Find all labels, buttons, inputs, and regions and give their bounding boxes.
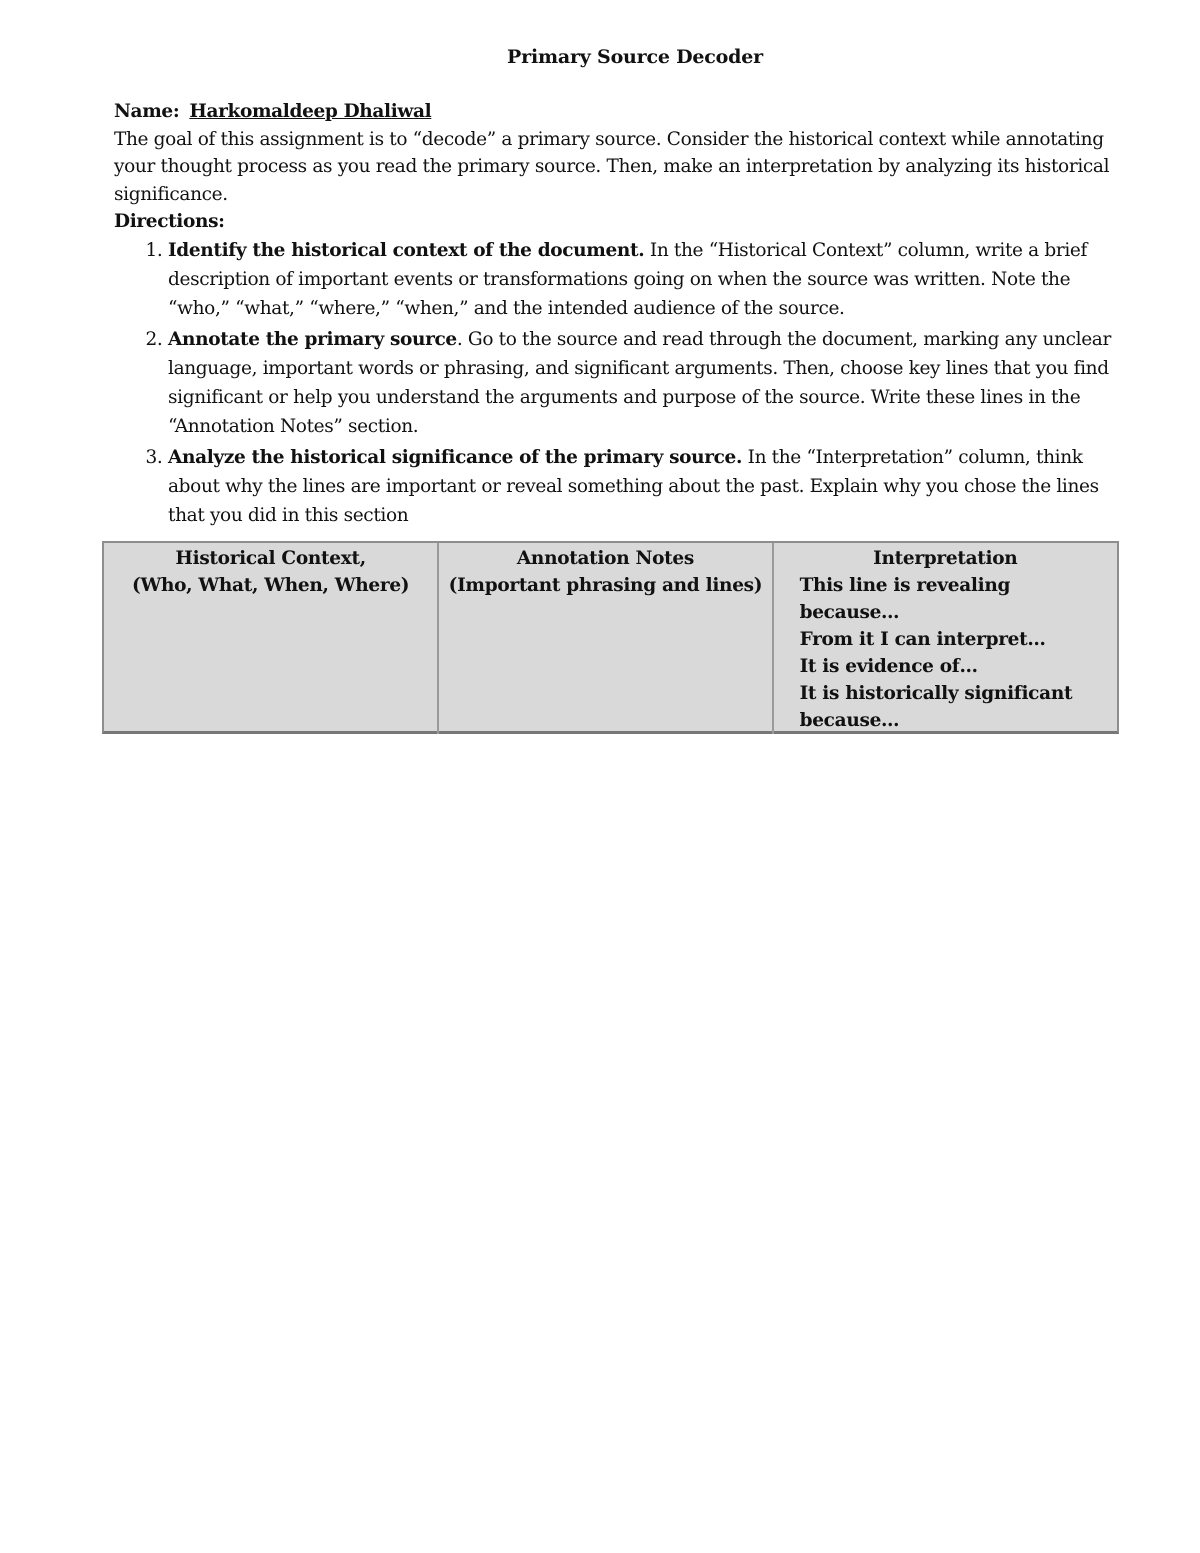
intro-paragraph: The goal of this assignment is to “decode” a primary source. Consider the historical context while annotating your thought process as you read the primary source. Then, make an interpretation by analyzing its historical significance.: [114, 128, 1110, 205]
name-line: [114, 98, 1134, 126]
directions-label: Directions:: [114, 211, 225, 232]
prompt-line: This line is revealing because…: [799, 575, 1011, 623]
prompt-line: It is evidence of…: [799, 656, 978, 677]
direction-text: In the “Historical Context” column, write a brief description of important events or transformations going on when the source was written. Note the “who,” “what,” “where,” “when,” and the intended audience of the source.: [168, 239, 1088, 319]
decoder-table-grid: [104, 543, 1117, 734]
interpretation-cell[interactable]: [773, 543, 1117, 734]
document-title: Primary Source Decoder: [507, 46, 763, 68]
historical-context-cell[interactable]: [104, 543, 438, 734]
column-subheading: (Who, What, When, Where): [132, 575, 410, 596]
prompt-line: It is historically significant because…: [799, 683, 1073, 731]
direction-text: In the “Interpretation” column, think about why the lines are important or reveal something about the past. Explain why you chose the lines that you did in this section: [168, 446, 1099, 526]
document-body: [114, 98, 1134, 532]
table-row: [104, 543, 1117, 734]
direction-lead: Identify the historical context of the document.: [168, 239, 645, 261]
column-heading: Interpretation: [873, 548, 1018, 569]
direction-item: [168, 443, 1134, 530]
interpretation-prompts: [782, 572, 1109, 734]
direction-lead: Annotate the primary source: [168, 328, 457, 350]
direction-item: [168, 236, 1134, 323]
prompt-line: From it I can interpret…: [799, 629, 1046, 650]
direction-item: [168, 325, 1134, 441]
direction-lead: Analyze the historical significance of the primary source.: [168, 446, 743, 468]
decoder-table: [102, 541, 1119, 734]
direction-text: . Go to the source and read through the document, marking any unclear language, important words or phrasing, and significant arguments. Then, choose key lines that you find significant or help you understand the arguments and purpose of the source. Write these lines in the “Annotation Notes” section.: [168, 328, 1111, 437]
name-label: Name:: [114, 101, 180, 122]
column-subheading: (Important phrasing and lines): [448, 575, 763, 596]
name-value: Harkomaldeep Dhaliwal: [189, 101, 432, 122]
column-heading: Historical Context,: [175, 548, 366, 569]
column-heading: Annotation Notes: [516, 548, 694, 569]
directions-list: [114, 236, 1134, 530]
annotation-notes-cell[interactable]: [438, 543, 772, 734]
